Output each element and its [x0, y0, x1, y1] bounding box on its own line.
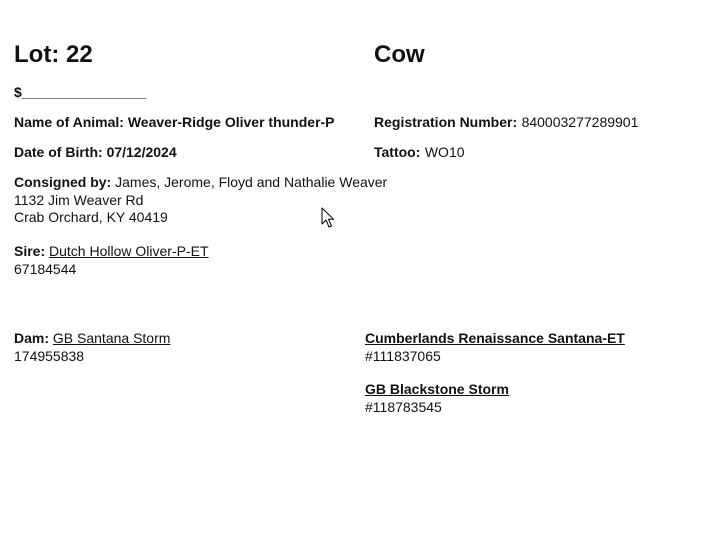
- consignor-names: James, Jerome, Floyd and Nathalie Weaver: [115, 174, 388, 190]
- dam-sire-block: [365, 330, 625, 365]
- lot-number: 22: [65, 41, 93, 68]
- tattoo-row: [374, 144, 465, 162]
- dam-name: GB Santana Storm: [52, 330, 171, 346]
- sire-label: Sire:: [14, 243, 46, 259]
- dam-sire-number: #111837065: [365, 347, 441, 364]
- dob-value: 07/12/2024: [106, 144, 177, 160]
- dam-dam-number: #118783545: [365, 398, 442, 415]
- registration-number: 840003277289901: [521, 114, 639, 130]
- sire-block: [14, 243, 209, 278]
- mouse-cursor-icon: [321, 207, 335, 229]
- sire-number: 67184544: [14, 260, 77, 277]
- dam-sire-name: Cumberlands Renaissance Santana-ET: [365, 330, 625, 346]
- consignor-address-2: Crab Orchard, KY 40419: [14, 209, 168, 225]
- sire-name: Dutch Hollow Oliver-P-ET: [49, 243, 209, 259]
- dam-row: [14, 330, 170, 348]
- sire-row: [14, 243, 209, 261]
- animal-name: Weaver-Ridge Oliver thunder-P: [127, 114, 335, 130]
- lot-label: Lot:: [14, 41, 60, 68]
- consignor-address-1: 1132 Jim Weaver Rd: [14, 191, 144, 208]
- tattoo-label: Tattoo:: [374, 144, 421, 160]
- dam-dam-block: [365, 381, 509, 416]
- dam-number: 174955838: [14, 347, 85, 364]
- category-heading: Cow: [374, 41, 425, 68]
- registration-label: Registration Number:: [374, 114, 518, 130]
- consignor-label: Consigned by:: [14, 174, 112, 190]
- animal-name-row: [14, 114, 335, 130]
- tattoo-value: WO10: [424, 144, 465, 160]
- dob-row: [14, 144, 177, 160]
- dam-dam-name: GB Blackstone Storm: [365, 381, 509, 397]
- dob-label: Date of Birth:: [14, 144, 103, 160]
- lot-heading: [14, 41, 93, 69]
- price-line: $________________: [14, 84, 147, 100]
- animal-name-label: Name of Animal:: [14, 114, 124, 130]
- registration-row: [374, 114, 638, 132]
- consignor-row: [14, 174, 387, 192]
- dam-label: Dam:: [14, 330, 50, 346]
- dam-block: [14, 330, 170, 365]
